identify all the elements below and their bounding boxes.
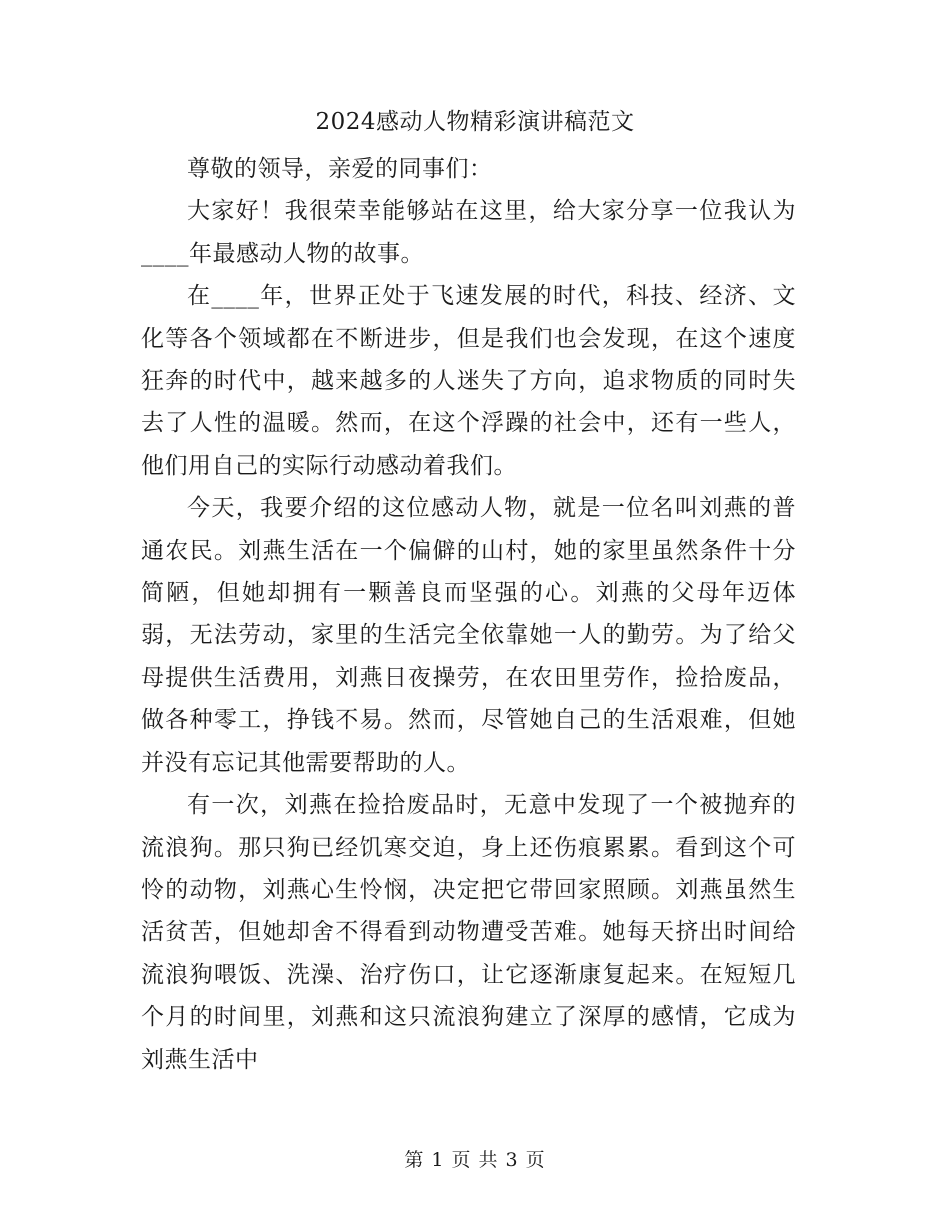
document-body	[141, 148, 796, 1081]
paragraph-context: 在____年，世界正处于飞速发展的时代，科技、经济、文化等各个领域都在不断进步，但是我们也会发现，在这个速度狂奔的时代中，越来越多的人迷失了方向，追求物质的同时失去了人性的温暖。然而，在这个浮躁的社会中，还有一些人，他们用自己的实际行动感动着我们。	[141, 283, 796, 479]
page-footer: 第 1 页 共 3 页	[404, 1149, 546, 1171]
paragraph-salutation: 尊敬的领导，亲爱的同事们：	[187, 156, 493, 182]
paragraph-introduction: 今天，我要介绍的这位感动人物，就是一位名叫刘燕的普通农民。刘燕生活在一个偏僻的山村，她的家里虽然条件十分简陋，但她却拥有一颗善良而坚强的心。刘燕的父母年迈体弱，无法劳动，家里的生活完全依靠她一人的勤劳。为了给父母提供生活费用，刘燕日夜操劳，在农田里劳作，捡拾废品，做各种零工，挣钱不易。然而，尽管她自己的生活艰难，但她并没有忘记其他需要帮助的人。	[141, 495, 796, 776]
paragraph-story: 有一次，刘燕在捡拾废品时，无意中发现了一个被抛弃的流浪狗。那只狗已经饥寒交迫，身上还伤痕累累。看到这个可怜的动物，刘燕心生怜悯，决定把它带回家照顾。刘燕虽然生活贫苦，但她却舍不得看到动物遭受苦难。她每天挤出时间给流浪狗喂饭、洗澡、治疗伤口，让它逐渐康复起来。在短短几个月的时间里，刘燕和这只流浪狗建立了深厚的感情，它成为刘燕生活中	[141, 792, 796, 1073]
document-title: 2024感动人物精彩演讲稿范文	[315, 109, 635, 135]
paragraph-greeting: 大家好！我很荣幸能够站在这里，给大家分享一位我认为____年最感动人物的故事。	[141, 198, 796, 267]
